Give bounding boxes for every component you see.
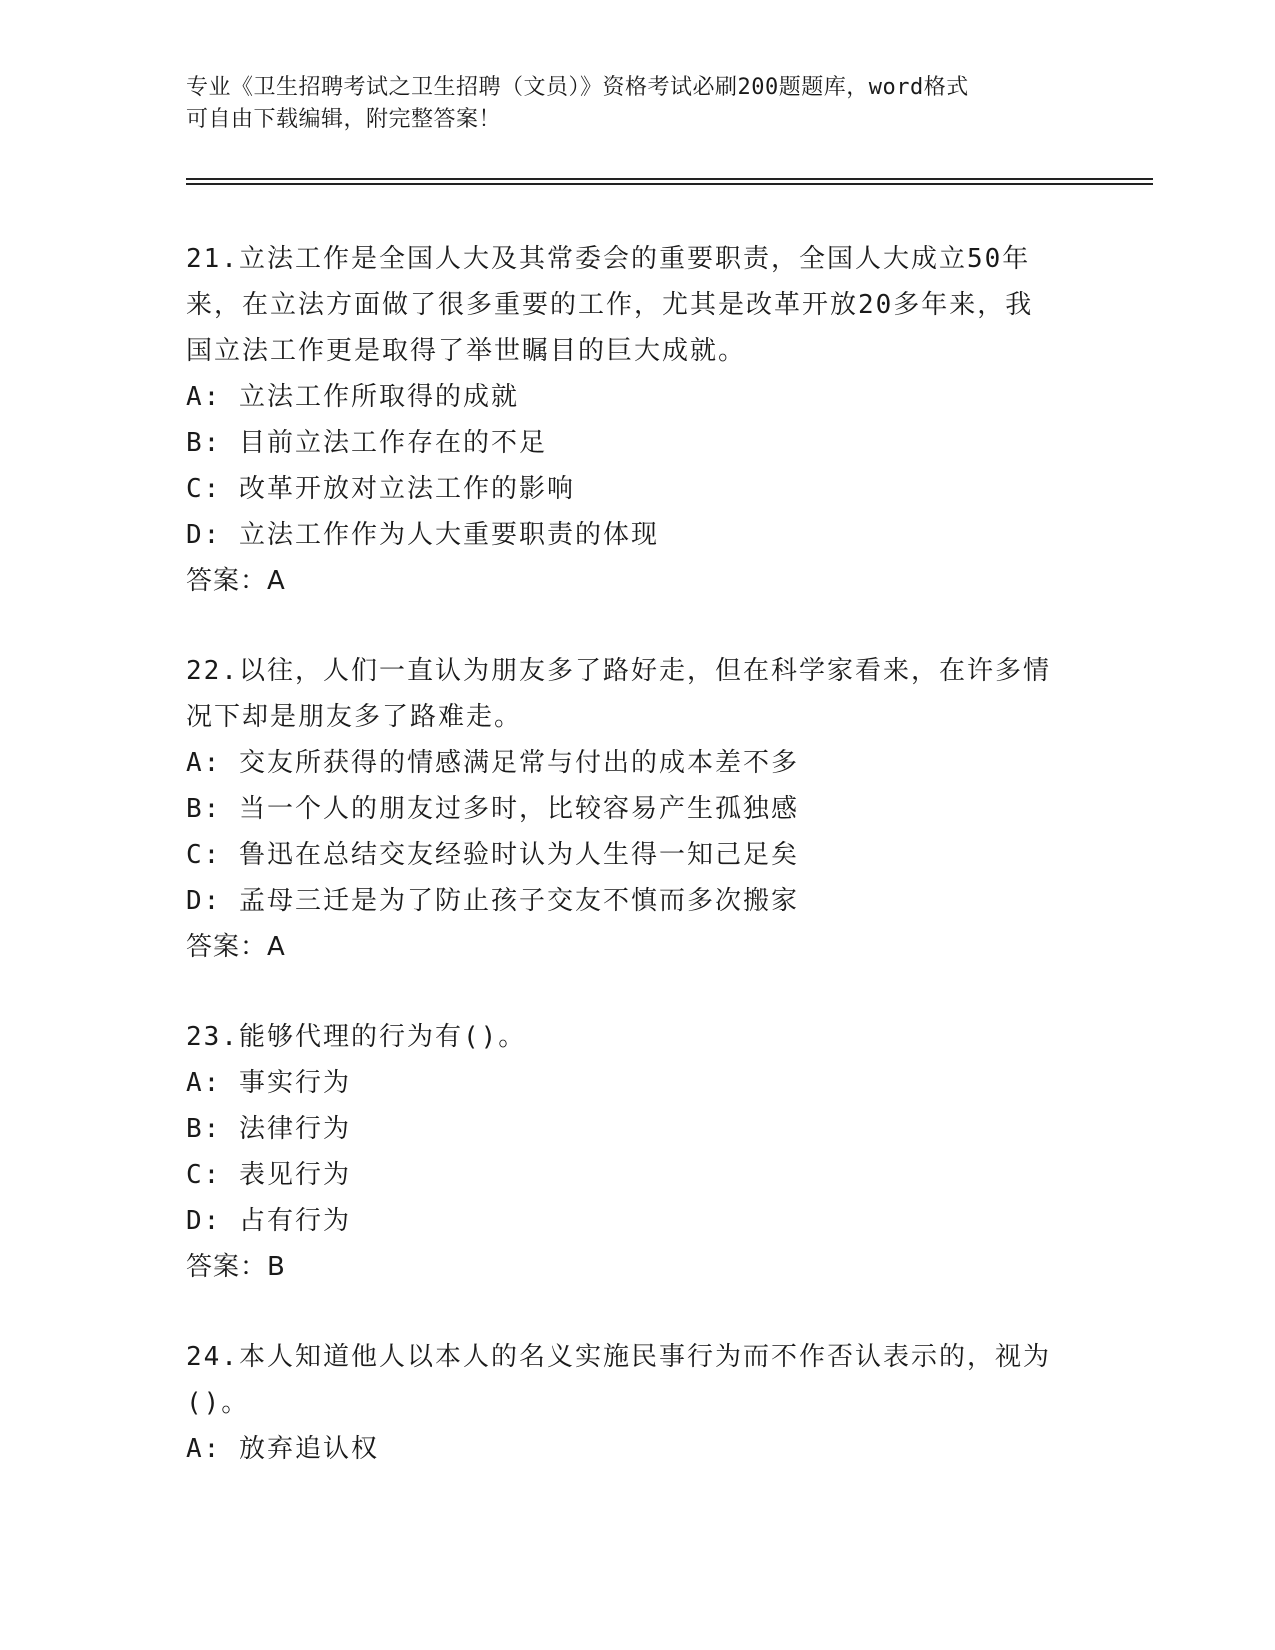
- question-spacer: [186, 1290, 1086, 1334]
- question-22: [186, 648, 1086, 970]
- question-23: [186, 1014, 1086, 1290]
- option-a: A: 事实行为: [186, 1068, 351, 1098]
- option-c: C: 表见行为: [186, 1160, 351, 1190]
- question-21: [186, 236, 1086, 604]
- option-b: B: 当一个人的朋友过多时，比较容易产生孤独感: [186, 794, 799, 824]
- option-a: A: 放弃追认权: [186, 1434, 379, 1464]
- question-stem-line: 国立法工作更是取得了举世瞩目的巨大成就。: [186, 336, 747, 366]
- header-divider-bottom: [186, 183, 1153, 185]
- header-line-2: 可自由下载编辑，附完整答案！: [186, 107, 502, 132]
- option-d: D: 立法工作作为人大重要职责的体现: [186, 520, 659, 550]
- question-24: [186, 1334, 1086, 1472]
- question-stem-line: ()。: [186, 1388, 250, 1418]
- option-b: B: 法律行为: [186, 1114, 351, 1144]
- option-a: A: 立法工作所取得的成就: [186, 382, 519, 412]
- question-stem-line: 22.以往，人们一直认为朋友多了路好走，但在科学家看来，在许多情: [186, 656, 1051, 686]
- question-list: [186, 236, 1086, 1472]
- answer-label: 答案：B: [186, 1252, 286, 1282]
- header-divider-top: [186, 178, 1153, 180]
- question-stem-line: 24.本人知道他人以本人的名义实施民事行为而不作否认表示的，视为: [186, 1342, 1051, 1372]
- option-c: C: 鲁迅在总结交友经验时认为人生得一知己足矣: [186, 840, 799, 870]
- option-d: D: 占有行为: [186, 1206, 351, 1236]
- answer-label: 答案：A: [186, 932, 286, 962]
- answer-label: 答案：A: [186, 566, 286, 596]
- option-d: D: 孟母三迁是为了防止孩子交友不慎而多次搬家: [186, 886, 799, 916]
- option-a: A: 交友所获得的情感满足常与付出的成本差不多: [186, 748, 799, 778]
- question-stem-line: 况下却是朋友多了路难走。: [186, 702, 523, 732]
- question-stem-line: 23.能够代理的行为有()。: [186, 1022, 527, 1052]
- question-spacer: [186, 970, 1086, 1014]
- option-c: C: 改革开放对立法工作的影响: [186, 474, 575, 504]
- document-header: [186, 72, 1066, 136]
- question-spacer: [186, 604, 1086, 648]
- header-line-1: 专业《卫生招聘考试之卫生招聘（文员）》资格考试必刷200题题库，word格式: [186, 75, 969, 100]
- question-stem-line: 21.立法工作是全国人大及其常委会的重要职责，全国人大成立50年: [186, 244, 1031, 274]
- option-b: B: 目前立法工作存在的不足: [186, 428, 547, 458]
- question-stem-line: 来，在立法方面做了很多重要的工作，尤其是改革开放20多年来，我: [186, 290, 1034, 320]
